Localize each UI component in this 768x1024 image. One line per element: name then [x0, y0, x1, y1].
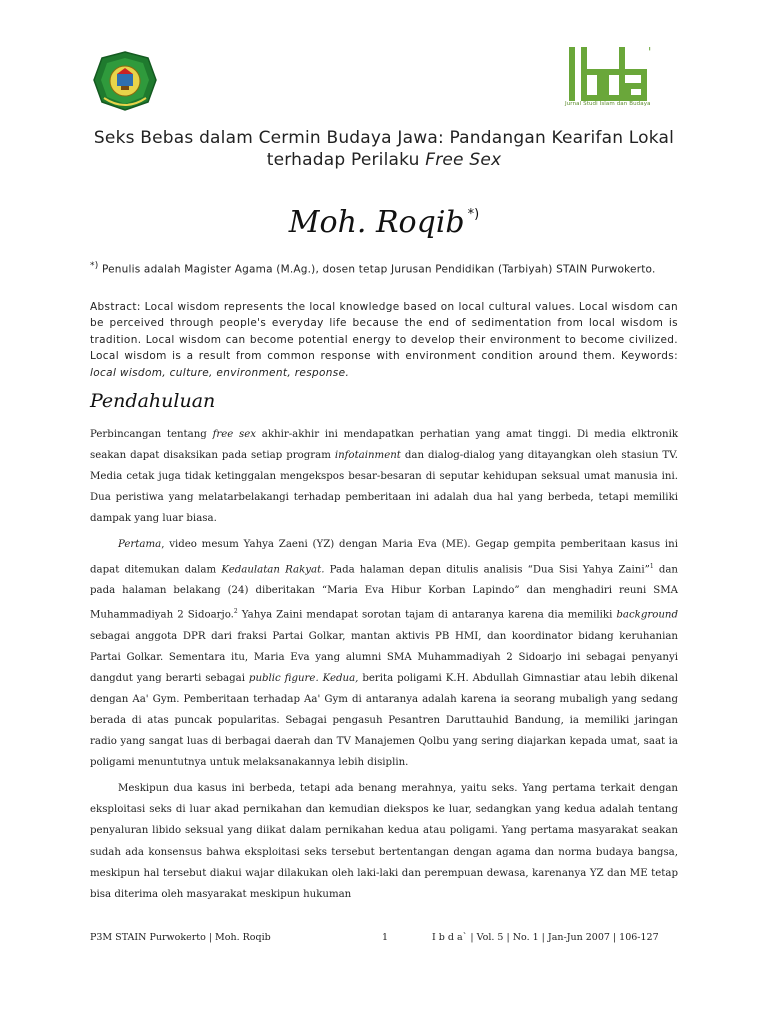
ibda-logo-subtitle: Jurnal Studi Islam dan Budaya	[565, 101, 651, 107]
author-text: Moh. Roqib	[288, 205, 465, 240]
ibda-logo-apostrophe: '	[648, 45, 652, 59]
article-body	[90, 424, 678, 905]
note-text: Penulis adalah Magister Agama (M.Ag.), dosen tetap Jurusan Pendidikan (Tarbiyah) STAIN Purwokerto.	[98, 263, 656, 276]
keywords-text: local wisdom, culture, environment, response.	[90, 366, 350, 379]
note-mark: *)	[90, 261, 99, 271]
author-mark: *)	[467, 207, 480, 222]
paragraph-2: Pertama, video mesum Yahya Zaeni (YZ) dengan Maria Eva (ME). Gegap gempita pemberitaan kasus ini dapat ditemukan dalam Kedaulatan Rakyat. Pada halaman depan ditulis analisis “Dua Sisi Yahya Zaini”$^1$ dan pada halaman belakang (24) diberitakan “Maria Eva Hibur Korban Lapindo” dan menghadiri reuni SMA Muhammadiyah 2 Sidoarjo.$^2$ Yahya Zaini mendapat sorotan tajam di antaranya karena dia memiliki background sebagai anggota DPR dari fraksi Partai Golkar, mantan aktivis PB HMI, dan koordinator bidang keruhanian Partai Golkar. Sementara itu, Maria Eva yang alumni SMA Muhammadiyah 2 Sidoarjo ini sebagai penyanyi dangdut yang berarti sebagai public figure. Kedua, berita poligami K.H. Abdullah Gimnastiar atau lebih dikenal dengan Aa' Gym. Pemberitaan terhadap Aa' Gym di antaranya adalah karena ia seorang mubaligh yang sedang berada di atas puncak popularitas. Sebagai pengasuh Pesantren Daruttauhid Bandung, ia memiliki jaringan radio yang sangat luas di berbagai daerah dan TV Manajemen Qolbu yang sering diajarkan kepada umat, saat ia poligami menuntutnya untuk melaksanakannya lebih disiplin.	[90, 539, 678, 769]
keywords-label: Keywords:	[620, 350, 678, 363]
section-heading: Pendahuluan	[90, 390, 216, 412]
title-line-2-prefix: terhadap Perilaku	[266, 150, 426, 170]
title-italic: Free Sex	[425, 150, 502, 170]
footnote-ref-2[interactable]: 2	[233, 608, 238, 616]
university-seal-logo	[90, 50, 160, 112]
author-name	[200, 205, 568, 240]
paragraph-1: Perbincangan tentang free sex akhir-akhir ini mendapatkan perhatian yang amat tinggi. Di media elktronik seakan dapat disaksikan pada setiap program infotainment dan dialog-dialog yang ditayangkan oleh stasiun TV. Media cetak juga tidak ketinggalan mengekspos besar-besaran di seputar kehidupan seksual umat manusia ini. Dua peristiwa yang melatarbelakangi terhadap pemberitaan ini adalah dua hal yang berbeda, tetapi memiliki dampak yang luar biasa.	[90, 429, 678, 525]
paragraph-3: Meskipun dua kasus ini berbeda, tetapi ada benang merahnya, yaitu seks. Yang pertama terkait dengan eksploitasi seks di luar akad pernikahan dan kemudian diekspos ke luar, sedangkan yang kedua adalah tentang penyaluran libido seksual yang diikat dalam pernikahan kedua atau poligami. Yang pertama masyarakat seakan sudah ada konsensus bahwa eksploitasi seks tersebut bertentangan dengan agama dan norma budaya bangsa, meskipun hal tersebut diakui wajar dilakukan oleh laki-laki dan perempuan dewasa, karenanya YZ dan ME tetap bisa diterima oleh masyarakat meskipun hukuman	[90, 783, 678, 900]
footer-journal-info: I b d a` | Vol. 5 | No. 1 | Jan-Jun 2007 | 106-127	[432, 932, 659, 943]
footnote-ref-1[interactable]: 1	[649, 562, 654, 570]
footer-left: P3M STAIN Purwokerto | Moh. Roqib	[90, 932, 271, 943]
title-line-2	[70, 149, 698, 171]
ibda-logo	[560, 42, 660, 108]
author-note	[90, 258, 678, 278]
article-title	[70, 127, 698, 171]
page-number: 1	[382, 932, 389, 943]
abstract	[90, 299, 678, 381]
abstract-text: Local wisdom represents the local knowledge based on local cultural values. Local wisdom can be perceived through people's everyday life because the end of sedimentation from local wisdom is tradition. Local wisdom can become potential energy to develop their environment to become civilized. Local wisdom is a result from common response with environment condition around them.	[90, 301, 678, 363]
title-line-1: Seks Bebas dalam Cermin Budaya Jawa: Pandangan Kearifan Lokal	[93, 128, 675, 148]
abstract-label: Abstract:	[90, 301, 141, 313]
